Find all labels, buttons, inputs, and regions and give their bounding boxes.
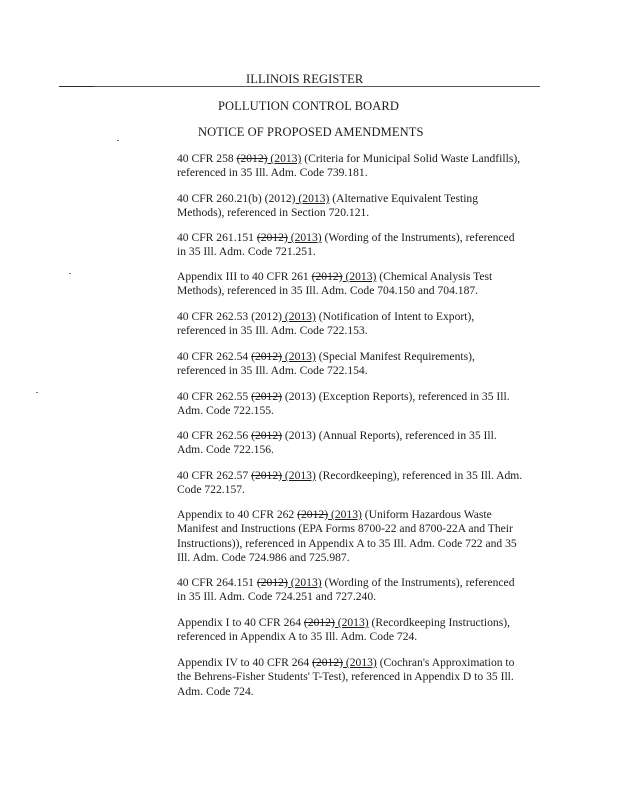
entry-line-1 <box>177 350 547 364</box>
entry-line-1 <box>177 616 547 630</box>
entry-line-2: Adm. Code 722.156. <box>177 443 274 457</box>
citation-title: (Wording of the Instruments), referenced <box>321 576 515 589</box>
deleted-year: (2012) <box>251 429 283 442</box>
deleted-year: (2012) <box>297 508 329 521</box>
entry-line-2: Methods), referenced in Section 720.121. <box>177 206 370 220</box>
scan-speck <box>36 392 38 393</box>
reference-entry <box>177 152 547 181</box>
inserted-year: (2013) <box>282 350 316 363</box>
notice-title: NOTICE OF PROPOSED AMENDMENTS <box>198 125 424 139</box>
entry-line-1 <box>177 231 547 245</box>
citation-text: 40 CFR 262.54 <box>177 350 252 363</box>
reference-entry <box>177 616 547 645</box>
reference-entry <box>177 576 547 605</box>
entry-line-2: referenced in Appendix A to 35 Ill. Adm. Code 724. <box>177 630 418 644</box>
inserted-year: (2013) <box>342 270 377 283</box>
reference-entry <box>177 192 547 221</box>
citation-title: (Exception Reports), referenced in 35 Ill. <box>315 390 510 403</box>
entry-line-3: Adm. Code 724. <box>177 684 254 698</box>
inserted-year: (2013) <box>282 310 316 323</box>
reference-entry <box>177 231 547 260</box>
deleted-year: (2012) <box>256 231 288 244</box>
entry-line-2: referenced in 35 Ill. Adm. Code 722.153. <box>177 324 368 338</box>
register-title: ILLINOIS REGISTER <box>246 72 364 86</box>
entry-line-1 <box>177 469 547 483</box>
deleted-year: (2012) <box>236 152 268 165</box>
entry-line-2: referenced in 35 Ill. Adm. Code 722.154. <box>177 364 368 378</box>
reference-entry <box>177 310 547 339</box>
entry-line-1 <box>177 152 547 166</box>
inserted-year: (2013) <box>342 656 377 669</box>
entry-line-1 <box>177 390 547 404</box>
scan-speck <box>69 273 71 274</box>
reference-entry <box>177 429 547 458</box>
reference-entry <box>177 270 547 299</box>
entry-line-1 <box>177 656 547 670</box>
citation-text: 40 CFR 262.56 <box>177 429 252 442</box>
citation-title: (Annual Reports), referenced in 35 Ill. <box>315 429 497 442</box>
citation-text: 40 CFR 262.57 <box>177 469 252 482</box>
inserted-year: (2013) <box>334 616 369 629</box>
entry-line-1 <box>177 429 547 443</box>
entry-line-1 <box>177 508 547 522</box>
citation-title: (Notification of Intent to Export), <box>315 310 475 323</box>
scan-speck <box>117 140 119 141</box>
citation-text: 40 CFR 258 <box>177 152 237 165</box>
header-rule-left <box>59 86 94 87</box>
deleted-year: (2012) <box>264 192 296 205</box>
deleted-year: (2012) <box>312 656 343 669</box>
entry-line-1 <box>177 310 547 324</box>
entry-line-2: Code 722.157. <box>177 483 245 497</box>
entry-line-2: Methods), referenced in 35 Ill. Adm. Code 704.150 and 704.187. <box>177 284 479 298</box>
citation-text: 40 CFR 264.151 <box>177 576 257 589</box>
deleted-year: (2012) <box>251 350 283 363</box>
deleted-year: (2012) <box>251 310 283 323</box>
citation-title: (Recordkeeping Instructions), <box>368 616 510 629</box>
reference-entry <box>177 469 547 498</box>
inserted-year: (2013) <box>295 192 330 205</box>
citation-text: Appendix I to 40 CFR 264 <box>177 616 304 629</box>
citation-title: (Alternative Equivalent Testing <box>329 192 479 205</box>
deleted-year: (2012) <box>251 390 283 403</box>
deleted-year: (2012) <box>256 576 288 589</box>
entry-line-2: Adm. Code 722.155. <box>177 404 274 418</box>
reference-entry <box>177 508 547 566</box>
entry-line-2: the Behrens-Fisher Students' T-Test), referenced in Appendix D to 35 Ill. <box>177 670 514 684</box>
citation-title: (Wording of the Instruments), referenced <box>321 231 515 244</box>
entry-line-4: Ill. Adm. Code 724.986 and 725.987. <box>177 551 350 565</box>
inserted-year: (2013) <box>287 231 322 244</box>
reference-entry <box>177 656 547 699</box>
citation-text: 40 CFR 262.55 <box>177 390 252 403</box>
entry-line-3: Instructions)), referenced in Appendix A to 35 Ill. Adm. Code 722 and 35 <box>177 536 517 550</box>
inserted-year: (2013) <box>267 152 302 165</box>
citation-text: 40 CFR 262.53 <box>177 310 252 323</box>
citation-text: Appendix IV to 40 CFR 264 <box>177 656 313 669</box>
entry-line-1 <box>177 576 547 590</box>
citation-title: (Chemical Analysis Test <box>376 270 493 283</box>
entry-line-2: Manifest and Instructions (EPA Forms 8700-22 and 8700-22A and Their <box>177 522 513 536</box>
board-title: POLLUTION CONTROL BOARD <box>218 99 399 113</box>
citation-title: (Cochran's Approximation to <box>376 656 515 669</box>
deleted-year: (2012) <box>251 469 283 482</box>
citation-text: Appendix III to 40 CFR 261 <box>177 270 312 283</box>
entry-line-2: in 35 Ill. Adm. Code 721.251. <box>177 245 316 259</box>
inserted-year: (2013) <box>282 390 316 403</box>
inserted-year: (2013) <box>282 429 316 442</box>
citation-title: (Uniform Hazardous Waste <box>361 508 492 521</box>
entry-line-2: in 35 Ill. Adm. Code 724.251 and 727.240. <box>177 590 377 604</box>
entry-line-2: referenced in 35 Ill. Adm. Code 739.181. <box>177 166 368 180</box>
entry-line-1 <box>177 192 547 206</box>
citation-text: 40 CFR 261.151 <box>177 231 257 244</box>
entry-line-1 <box>177 270 547 284</box>
inserted-year: (2013) <box>282 469 316 482</box>
reference-entry <box>177 390 547 419</box>
citation-title: (Criteria for Municipal Solid Waste Landfills), <box>301 152 521 165</box>
citation-text: 40 CFR 260.21(b) <box>177 192 265 205</box>
citation-text: Appendix to 40 CFR 262 <box>177 508 298 521</box>
citation-title: (Recordkeeping), referenced in 35 Ill. Adm. <box>315 469 523 482</box>
inserted-year: (2013) <box>328 508 362 521</box>
deleted-year: (2012) <box>311 270 343 283</box>
deleted-year: (2012) <box>303 616 335 629</box>
reference-entry <box>177 350 547 379</box>
inserted-year: (2013) <box>287 576 322 589</box>
citation-title: (Special Manifest Requirements), <box>315 350 475 363</box>
